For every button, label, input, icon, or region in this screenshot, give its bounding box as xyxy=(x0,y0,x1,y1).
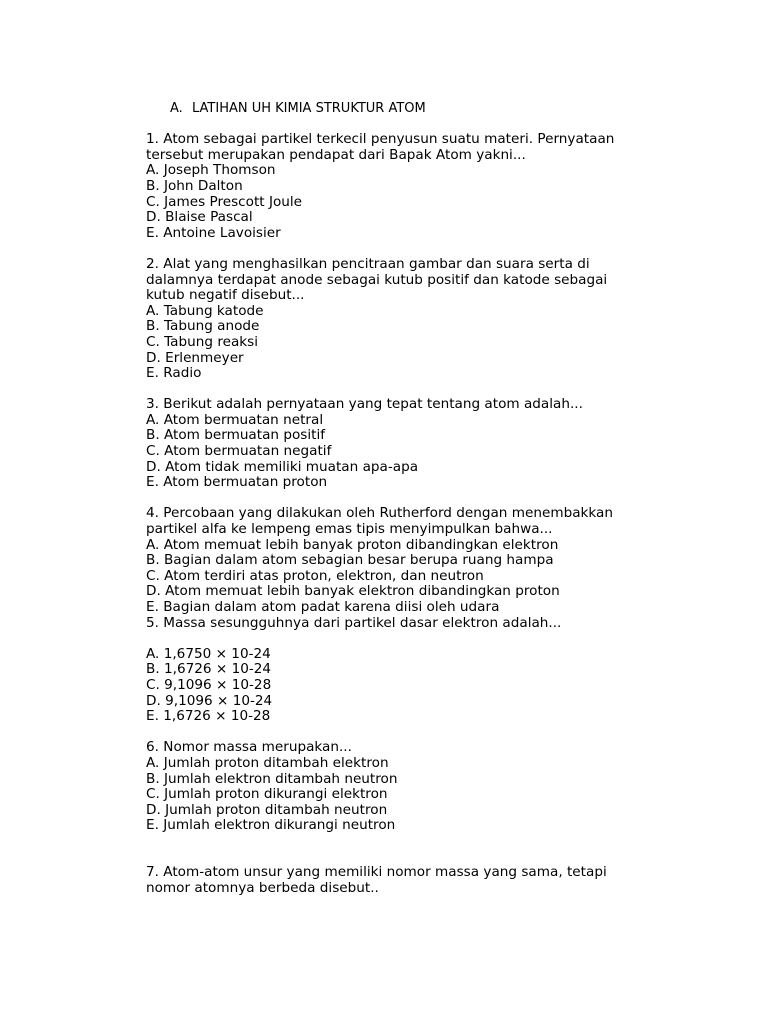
question-7 xyxy=(146,865,646,896)
question-2 xyxy=(146,257,646,382)
section-heading xyxy=(146,101,646,117)
option-b: B. Tabung anode xyxy=(146,318,260,335)
document-page xyxy=(146,101,646,896)
option-c: C. Tabung reaksi xyxy=(146,333,259,350)
option-d: D. Atom tidak memiliki muatan apa-apa xyxy=(146,458,419,475)
question-text: 1. Atom sebagai partikel terkecil penyusun suatu materi. Pernyataan tersebut merupakan pendapat dari Bapak Atom yakni... xyxy=(146,131,615,163)
option-d: D. Erlenmeyer xyxy=(146,349,244,366)
section-number: A. xyxy=(170,101,183,116)
option-d: D. Atom memuat lebih banyak elektron dibandingkan proton xyxy=(146,583,560,600)
spacer xyxy=(146,491,646,507)
question-6 xyxy=(146,740,646,834)
option-e: E. Atom bermuatan proton xyxy=(146,474,328,491)
option-b: B. John Dalton xyxy=(146,177,243,194)
question-text: 7. Atom-atom unsur yang memiliki nomor massa yang sama, tetapi nomor atomnya berbeda disebut.. xyxy=(146,864,607,896)
question-1 xyxy=(146,132,646,241)
option-a: A. Atom bermuatan netral xyxy=(146,411,324,428)
question-text: 3. Berikut adalah pernyataan yang tepat tentang atom adalah... xyxy=(146,396,583,413)
spacer xyxy=(146,834,646,865)
option-a: A. Jumlah proton ditambah elektron xyxy=(146,754,389,771)
spacer xyxy=(146,241,646,257)
spacer xyxy=(146,725,646,741)
option-c: C. Atom terdiri atas proton, elektron, dan neutron xyxy=(146,567,484,584)
spacer xyxy=(146,382,646,398)
option-c: C. Jumlah proton dikurangi elektron xyxy=(146,786,388,803)
option-e: E. Antoine Lavoisier xyxy=(146,224,281,241)
option-d: D. Blaise Pascal xyxy=(146,209,253,226)
option-e: E. Bagian dalam atom padat karena diisi oleh udara xyxy=(146,599,500,615)
option-e: E. Jumlah elektron dikurangi neutron xyxy=(146,817,396,834)
question-5 xyxy=(146,616,646,725)
option-b: B. Jumlah elektron ditambah neutron xyxy=(146,770,398,787)
question-text: 5. Massa sesungguhnya dari partikel dasar elektron adalah... xyxy=(146,614,562,631)
section-title: LATIHAN UH KIMIA STRUKTUR ATOM xyxy=(192,101,426,116)
option-b: B. Bagian dalam atom sebagian besar berupa ruang hampa xyxy=(146,552,554,569)
option-c: C. Atom bermuatan negatif xyxy=(146,443,332,460)
option-a: A. 1,6750 × 10-24 xyxy=(146,645,271,662)
question-4 xyxy=(146,506,646,615)
option-a: A. Atom memuat lebih banyak proton dibandingkan elektron xyxy=(146,536,559,553)
question-text: 2. Alat yang menghasilkan pencitraan gambar dan suara serta di dalamnya terdapat anode sebagai kutub positif dan katode sebagai kutub negatif disebut... xyxy=(146,255,608,304)
option-a: A. Tabung katode xyxy=(146,302,264,319)
option-b: B. 1,6726 × 10-24 xyxy=(146,661,272,678)
option-e: E. Radio xyxy=(146,365,202,382)
option-d: D. 9,1096 × 10-24 xyxy=(146,692,273,709)
option-a: A. Joseph Thomson xyxy=(146,162,276,179)
option-c: C. James Prescott Joule xyxy=(146,193,303,210)
option-d: D. Jumlah proton ditambah neutron xyxy=(146,801,388,818)
question-text: 6. Nomor massa merupakan... xyxy=(146,739,352,756)
spacer xyxy=(146,631,646,647)
option-c: C. 9,1096 × 10-28 xyxy=(146,676,272,693)
question-3 xyxy=(146,397,646,491)
option-b: B. Atom bermuatan positif xyxy=(146,427,326,444)
option-e: E. 1,6726 × 10-28 xyxy=(146,708,271,725)
question-text: 4. Percobaan yang dilakukan oleh Rutherford dengan menembakkan partikel alfa ke lempeng emas tipis menyimpulkan bahwa... xyxy=(146,505,613,538)
